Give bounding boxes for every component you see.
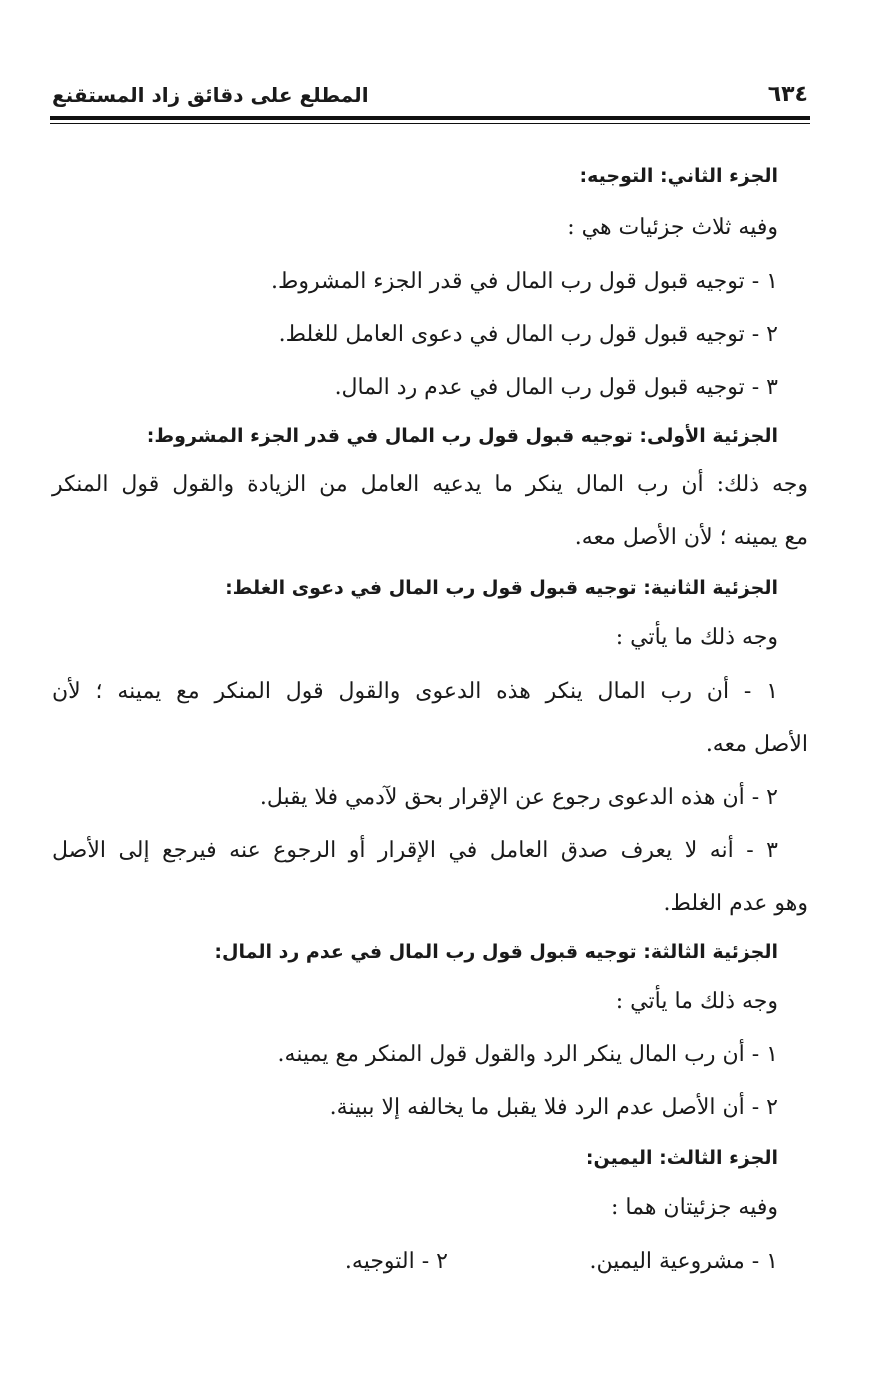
list-item: ٢ - أن هذه الدعوى رجوع عن الإقرار بحق لآدمي فلا يقبل. xyxy=(259,785,778,810)
paragraph: وفيه جزئيتان هما : xyxy=(611,1195,778,1220)
list-item: ٢ - توجيه قبول قول رب المال في دعوى العامل للغلط. xyxy=(278,322,778,347)
section-heading: الجزء الثاني: التوجيه: xyxy=(579,165,778,187)
subsection-heading: الجزئية الأولى: توجيه قبول قول رب المال في قدر الجزء المشروط: xyxy=(146,425,778,447)
section-heading: الجزء الثالث: اليمين: xyxy=(585,1147,778,1169)
list-item: ٣ - أنه لا يعرف صدق العامل في الإقرار أو الرجوع عنه فيرجع إلى الأصل xyxy=(52,838,778,863)
paragraph: وجه ذلك ما يأتي : xyxy=(615,989,778,1014)
list-item: ٣ - توجيه قبول قول رب المال في عدم رد المال. xyxy=(334,375,778,400)
list-item: ١ - أن رب المال ينكر الرد والقول قول المنكر مع يمينه. xyxy=(277,1042,778,1067)
paragraph: وجه ذلك: أن رب المال ينكر ما يدعيه العامل من الزيادة والقول قول المنكر xyxy=(52,472,808,497)
list-item-continued: وهو عدم الغلط. xyxy=(663,891,808,916)
list-item: ١ - توجيه قبول قول رب المال في قدر الجزء المشروط. xyxy=(271,269,778,294)
header-rule-thin xyxy=(50,123,810,124)
subsection-heading: الجزئية الثانية: توجيه قبول قول رب المال في دعوى الغلط: xyxy=(225,577,778,599)
subsection-heading: الجزئية الثالثة: توجيه قبول قول رب المال في عدم رد المال: xyxy=(214,941,778,963)
list-item-continued: الأصل معه. xyxy=(705,732,808,757)
list-item: ١ - مشروعية اليمين. xyxy=(589,1249,778,1274)
page-header xyxy=(52,80,808,114)
paragraph: مع يمينه ؛ لأن الأصل معه. xyxy=(574,525,808,550)
header-rule-thick xyxy=(50,116,810,120)
list-item: ٢ - التوجيه. xyxy=(344,1249,448,1274)
list-item: ١ - أن رب المال ينكر هذه الدعوى والقول قول المنكر مع يمينه ؛ لأن xyxy=(52,679,779,704)
paragraph: وفيه ثلاث جزئيات هي : xyxy=(567,215,778,240)
paragraph: وجه ذلك ما يأتي : xyxy=(615,625,778,650)
list-item: ٢ - أن الأصل عدم الرد فلا يقبل ما يخالفه إلا ببينة. xyxy=(329,1095,778,1120)
page-number: ٦٣٤ xyxy=(767,82,808,107)
running-title: المطلع على دقائق زاد المستقنع xyxy=(52,83,369,107)
